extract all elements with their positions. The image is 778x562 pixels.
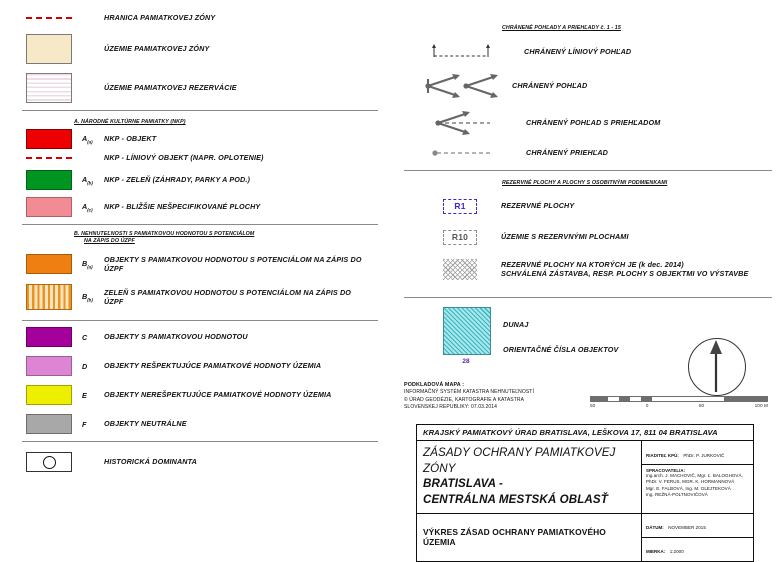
legend-row-f [26,415,376,433]
legend-row-b-greenery [26,283,376,311]
views-header: CHRÁNENÉ POHĽADY A PRIEHĽADY č. 1 - 15 [502,25,621,31]
legend-label: ÚZEMIE S REZERVNÝMI PLOCHAMI [501,232,629,242]
legend-row-historic-dominant [26,452,376,472]
cream-fill-box-icon [26,34,72,64]
authority-name: KRAJSKÝ PAMIATKOVÝ ÚRAD BRATISLAVA, LEŠKOVA 17, 811 04 BRATISLAVA [423,428,718,437]
legend-row-e [26,386,376,404]
divider [22,441,378,442]
item-code: $A_{(c)}$ [82,201,93,213]
title-block-authority-row [417,425,753,441]
authors-label: SPRACOVATELIA: [646,467,686,473]
legend-left-column [0,0,390,546]
red-fill-box-icon [26,129,72,149]
source-line-2: © ÚRAD GEODÉZIE, KARTOGRAFIE A KATASTRA [404,396,525,403]
yellow-fill-box-icon [26,385,72,405]
item-code-sub: (a) [87,264,93,270]
legend-label: REZERVNÉ PLOCHY NA KTORÝCH JE (k dec. 2014) [501,259,684,269]
title-block [416,424,754,562]
legend-label: NKP - LÍNIOVÝ OBJEKT (NAPR. OPLOTENIE) [104,153,264,163]
director-name: PhDr. P. JURKOVIČ [683,452,725,458]
grey-fill-box-icon [26,414,72,434]
item-code-sub: (b) [87,180,93,186]
scale-label-1: 0 [645,403,649,409]
legend-row-reservation-area [26,72,376,104]
orange-striped-box-icon [26,284,72,310]
orange-fill-box-icon [26,254,72,274]
authors-line-1: Ing.arch. J. MACHOVIČ, Mgr. Ľ. BALOGHOVÁ, [646,472,743,478]
title-block-titles [417,441,641,513]
director-label: RIADITEĽ KPÚ: [646,452,679,458]
scale-bar [590,396,768,409]
divider [22,110,378,111]
legend-row-nkp-object [26,128,376,150]
item-code: $B_{(b)}$ [82,291,93,303]
legend-row-c [26,328,376,346]
legend-row-vista [430,146,768,160]
title-block-credits [641,441,753,513]
scale-bar-graphic [590,396,768,402]
legend-label: CHRÁNENÝ POHĽAD S PRIEHĽADOM [526,118,661,128]
dashed-red-line-icon [26,157,72,159]
legend-label: NKP - BLIŽŠIE NEŠPECIFIKOVANÉ PLOCHY [104,202,261,212]
item-code-sub: (c) [87,207,93,213]
legend-row-zone-area [26,33,376,65]
item-code-sub: (a) [87,139,93,145]
R1-symbol-icon: R1 [443,199,477,214]
legend-row-view-with-vista [430,108,768,138]
legend-label: ZELEŇ S PAMIATKOVOU HODNOTOU S POTENCIÁLOM NA ZÁPIS DO ÚZPF [104,287,352,306]
dunaj-symbol-group [443,307,491,365]
date-label: DÁTUM: [646,525,664,531]
legend-label: OBJEKTY S PAMIATKOVOU HODNOTOU S POTENCIÁLOM NA ZÁPIS DO ÚZPF [104,254,362,273]
director-cell [642,441,753,465]
legend-label: OBJEKTY NEUTRÁLNE [104,419,187,429]
green-fill-box-icon [26,170,72,190]
document-title-line1: ZÁSADY OCHRANY PAMIATKOVEJ ZÓNY [423,446,616,475]
dashed-vista-line-icon [430,148,502,158]
section-b-header-line2: NA ZÁPIS DO ÚZPF [84,238,135,244]
source-line-1: INFORMAČNÝ SYSTÉM KATASTRA NEHNUTEĽNOSTÍ [404,389,534,396]
scale-bar-labels [590,404,768,409]
scale-label-2: 50 [698,403,705,409]
legend-label: CHRÁNENÝ POHĽAD [512,81,588,91]
title-block-meta [641,514,753,561]
authors-line-2: PhDr. V. FERUS, MGR. K. HORMANNOVÁ [646,479,735,485]
scale-cell [642,538,753,561]
legend-row-linear-view [428,42,768,62]
orientation-number-sample: 28 [462,358,470,365]
item-code: E [82,390,87,400]
authors-cell [642,465,753,501]
lightpink-fill-box-icon [26,356,72,376]
legend-label: OBJEKTY S PAMIATKOVOU HODNOTOU [104,332,248,342]
title-block-main-row [417,441,753,514]
authors-line-4: Ing. REŽNÁ-POLTNOVIČOVÁ [646,492,708,498]
date-cell [642,514,753,538]
magenta-fill-box-icon [26,327,72,347]
cyan-hatched-box-icon [443,307,491,355]
date-value: NOVEMBER 2015 [668,525,706,531]
legend-label-orientation: ORIENTAČNÉ ČÍSLA OBJEKTOV [503,345,619,354]
document-title-line3: CENTRÁLNA MESTSKÁ OBLASŤ [423,492,608,506]
section-a-header: A. NÁRODNÉ KULTÚRNE PAMIATKY (NKP) [74,119,186,125]
divider [404,297,772,298]
section-b-header-line1: B. NEHNUTEĽNOSTI S PAMIATKOVOU HODNOTOU S POTENCIÁLOM [74,231,255,237]
legend-row-nkp-unspecified [26,196,376,218]
document-title-line2: BRATISLAVA - [423,477,503,491]
divider [22,224,378,225]
pink-striped-box-icon [26,73,72,103]
title-block-drawing-row [417,514,753,561]
legend-row-nkp-greenery [26,169,376,191]
legend-right-column [398,0,778,555]
legend-row-zone-boundary [26,12,376,24]
divider [404,170,772,171]
grey-crosshatch-icon [443,259,477,280]
legend-label: OBJEKTY NEREŠPEKTUJÚCE PAMIATKOVÉ HODNOTY ÚZEMIA [104,390,332,400]
legend-label: ÚZEMIE PAMIATKOVEJ REZERVÁCIE [104,83,237,93]
drawing-name: VÝKRES ZÁSAD OCHRANY PAMIATKOVÉHO ÚZEMIA [423,527,606,548]
pink-fill-box-icon [26,197,72,217]
dashed-red-line-icon [26,17,72,19]
R10-symbol-icon: R10 [443,230,477,245]
legend-row-reserve-areas [443,197,773,215]
authors-line-3: Mgr. E. FALBOVÁ, Ing. M. GLEJTEKOVÁ [646,485,731,491]
item-code: $A_{(b)}$ [82,174,93,186]
item-code: D [82,361,88,371]
legend-label: NKP - OBJEKT [104,134,157,144]
double-view-cone-icon [414,70,500,102]
item-code: F [82,419,87,429]
legend-label: HRANICA PAMIATKOVEJ ZÓNY [104,13,216,23]
scale-value: 1:2000 [669,549,684,555]
circle-icon [43,456,56,469]
legend-label-2: SCHVÁLENÁ ZÁSTAVBA, RESP. PLOCHY S OBJEKTMI VO VÝSTAVBE [501,269,749,278]
legend-row-d [26,357,376,375]
legend-label: ÚZEMIE PAMIATKOVEJ ZÓNY [104,44,210,54]
legend-row-approved-development [443,257,773,281]
circle-in-box-icon [26,452,72,472]
scale-label-3: 100 M [754,403,768,409]
legend-label: CHRÁNENÝ LÍNIOVÝ POHĽAD [524,47,632,57]
source-map-block [404,381,594,412]
legend-label: NKP - ZELEŇ (ZÁHRADY, PARKY A POD.) [104,175,251,185]
item-code: $A_{(a)}$ [82,133,93,145]
linear-view-bar-icon [428,42,500,62]
item-code-sub: (b) [87,297,93,303]
legend-label: REZERVNÉ PLOCHY [501,201,575,211]
item-code: $B_{(a)}$ [82,258,93,270]
scale-label: MIERKA: [646,549,666,555]
divider [22,320,378,321]
legend-label: CHRÁNENÝ PRIEHĽAD [526,148,609,158]
item-code: C [82,332,88,342]
source-line-3: SLOVENSKEJ REPUBLIKY: 07.03.2014 [404,404,497,411]
legend-row-nkp-linear [26,152,376,164]
north-arrow-icon [688,338,746,396]
legend-row-b-objects [26,252,376,276]
scale-label-0: 50 [590,403,596,409]
reserves-header: REZERVNÉ PLOCHY A PLOCHY S OSOBITNÝMI PODMIENKAMI [502,180,668,186]
legend-label: OBJEKTY REŠPEKTUJÚCE PAMIATKOVÉ HODNOTY ÚZEMIA [104,361,322,371]
source-title: PODKLADOVÁ MAPA : [404,382,465,388]
legend-label-dunaj: DUNAJ [503,320,529,329]
legend-row-territory-reserve [443,228,773,246]
legend-row-protected-view [414,70,768,102]
view-cone-with-vista-icon [430,108,502,138]
legend-label: HISTORICKÁ DOMINANTA [104,457,197,467]
